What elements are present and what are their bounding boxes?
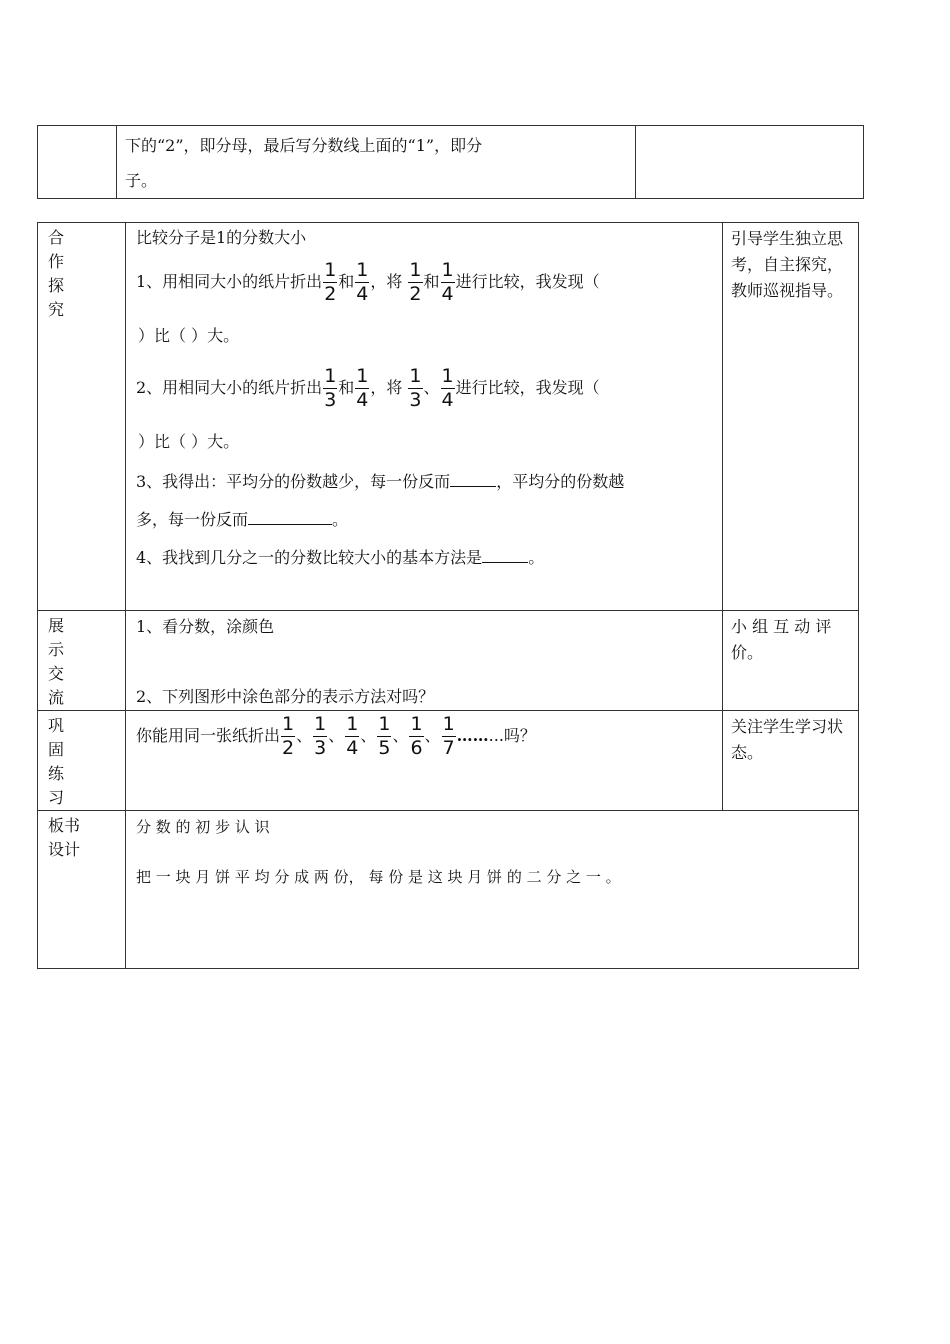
blank-3a[interactable] [450,472,496,487]
fraction-1-2: $\frac{1}{2}$ [282,713,295,759]
content-board [126,811,859,969]
question-1: 1、用相同大小的纸片折出 $\frac{1}{2}$ 和 $\frac{1}{4}$ ，将 $\frac{1}{2}$ 和 $\frac{1}{4}$ 进行比较，我发现（ [136,259,600,305]
fraction-1-5: $\frac{1}{5}$ [378,713,391,759]
question-2-line2: ）比（ ）大。 [138,432,240,451]
blank-3b[interactable] [248,510,332,525]
fraction-1-2: $\frac{1}{2}$ [409,259,422,305]
category-display: 展 示 交 流 [38,611,126,711]
question-3: 3、我得出：平均分的份数越少，每一份反而 ，平均分的份数越 多，每一份反而 。 [136,472,625,529]
lesson-table [37,222,859,969]
fraction-1-6: $\frac{1}{6}$ [410,713,423,759]
display-line2: 2、下列图形中涂色部分的表示方法对吗？ [136,687,435,706]
question-1-line2: ）比（ ）大。 [138,326,240,345]
top-table [37,125,864,199]
fraction-1-3: $\frac{1}{3}$ [409,365,422,411]
question-4: 4、我找到几分之一的分数比较大小的基本方法是 。 [136,548,545,567]
fraction-1-4: $\frac{1}{4}$ [346,713,359,759]
fraction-1-3: $\frac{1}{3}$ [314,713,327,759]
fraction-1-7: $\frac{1}{7}$ [442,713,455,759]
note-practice: 关注学生学习状态。 [723,711,859,811]
note-cooperate: 引导学生独立思考，自主探究，教师巡视指导。 [723,223,859,611]
question-2: 2、用相同大小的纸片折出 $\frac{1}{3}$ 和 $\frac{1}{4}$ ，将 $\frac{1}{3}$ 、 $\frac{1}{4}$ 进行比较，我发现（ [136,365,600,411]
fraction-1-4: $\frac{1}{4}$ [356,259,369,305]
category-board: 板书 设计 [38,811,126,969]
top-category-cell [38,126,117,199]
fraction-1-4: $\frac{1}{4}$ [441,365,454,411]
top-text-line1: 下的“2”，即分母，最后写分数线上面的“1”，即分 [125,136,483,155]
content-practice [126,711,723,811]
top-content-cell [117,126,636,199]
content-display [126,611,723,711]
board-line: 把 一 块 月 饼 平 均 分 成 两 份， 每 份 是 这 块 月 饼 的 二 分 之 一 。 [136,868,621,886]
category-practice: 巩 固 练 习 [38,711,126,811]
practice-question: 你能用同一张纸折出 $\frac{1}{2}$ 、 $\frac{1}{3}$ 、 $\frac{1}{4}$ 、 $\frac{1}{5}$ 、 $\frac{1}{6}$ 、 $\frac{1}{7}$ ……...吗？ [136,713,536,759]
content-cooperate [126,223,723,611]
note-display: 小 组 互 动 评 价。 [723,611,859,711]
blank-4[interactable] [482,548,528,563]
top-text-line2: 子。 [125,171,158,190]
display-line1: 1、看分数，涂颜色 [136,617,275,636]
fraction-1-4: $\frac{1}{4}$ [441,259,454,305]
fraction-1-2: $\frac{1}{2}$ [324,259,337,305]
fraction-1-3: $\frac{1}{3}$ [324,365,337,411]
category-cooperate: 合 作 探 究 [38,223,126,611]
board-title: 分 数 的 初 步 认 识 [136,818,270,836]
section-heading: 比较分子是1的分数大小 [136,228,307,247]
top-note-cell [636,126,864,199]
fraction-1-4: $\frac{1}{4}$ [356,365,369,411]
